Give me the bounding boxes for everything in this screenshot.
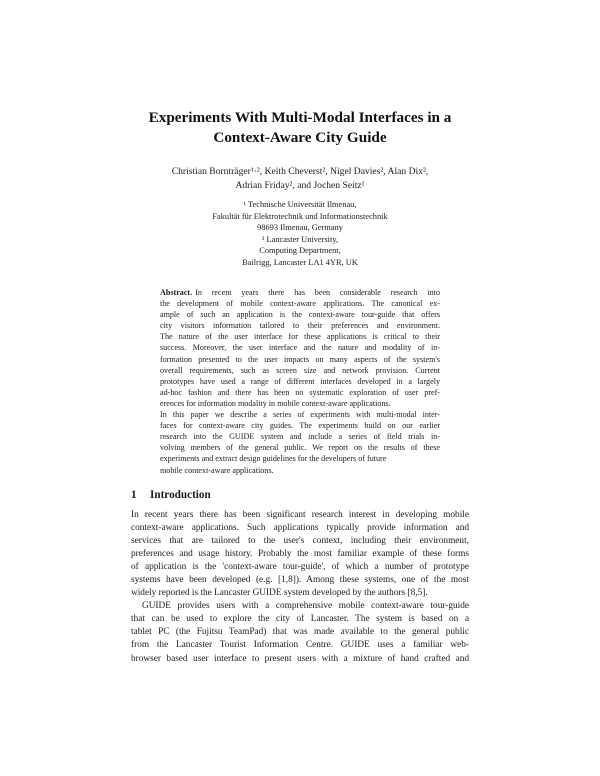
body-line: GUIDE provides users with a comprehensive mobile context-aware tour-guide: [142, 601, 469, 612]
abstract-line: In this paper we describe a series of experiments with multi-modal inter-: [160, 410, 440, 420]
abstract-line: prototypes have used a range of different interfaces developed in a largely: [160, 376, 440, 386]
body-line: services that are tailored to the user's context, including their environment,: [131, 536, 469, 547]
abstract-line: faces for context-aware city guides. The experiments build on our earlier: [160, 421, 440, 431]
abstract-line: volving members of the general public. We report on the results of these: [160, 443, 440, 453]
title-line-1: Experiments With Multi-Modal Interfaces in a: [148, 109, 452, 126]
affiliation-line: ² Lancaster University,: [261, 234, 339, 244]
affiliation-line: ¹ Technische Universität Ilmenau,: [243, 200, 357, 209]
abstract-line: formation presented to the user impacts on many aspects of the system's: [160, 354, 440, 364]
abstract-line: [160, 287, 440, 298]
body-line: preferences and usage history. Probably the most familiar example of these forms: [131, 549, 469, 560]
abstract: [160, 287, 440, 476]
body-line: In recent years there has been significant research interest in developing mobile: [131, 510, 469, 520]
author-list: [120, 165, 480, 192]
body-paragraphs: [131, 509, 469, 666]
affiliations: [150, 199, 450, 269]
affiliation-line: Fakultät für Elektrotechnik und Informationstechnik: [212, 211, 388, 221]
abstract-line: success. Moreover, the user interface and the nature and modality of in-: [160, 343, 440, 353]
affiliation-line: Computing Department,: [259, 246, 341, 256]
abstract-line-text: In recent years there has been considerable research into: [195, 288, 440, 297]
body-line: widely reported is the Lancaster GUIDE system developed by the authors [8,5].: [131, 588, 428, 599]
body-line: context-aware applications. Such applications typically provide information and: [131, 523, 469, 534]
body-line: of application is the 'context-aware tour-guide', of which a number of prototype: [131, 562, 469, 573]
author-line-2: Adrian Friday², and Jochen Seitz¹: [235, 179, 365, 191]
abstract-line: city visitors information tailored to their preferences and environment.: [160, 321, 440, 331]
abstract-line: the development of mobile context-aware applications. The canonical ex-: [160, 299, 440, 309]
section-heading: [131, 489, 211, 501]
body-line: from the Lancaster Tourist Information Centre. GUIDE uses a familiar web-: [131, 640, 469, 651]
author-line-1: Christian Bornträger¹·², Keith Cheverst², Nigel Davies², Alan Dix²,: [171, 166, 429, 177]
affiliation-line: Bailrigg, Lancaster LA1 4YR, UK: [242, 257, 358, 267]
body-line: that can be used to explore the city of Lancaster. The system is based on a: [131, 614, 469, 625]
affiliation-line: 98693 Ilmenau, Germany: [257, 223, 343, 233]
abstract-line: erences for information modality in mobile context-aware applications.: [160, 398, 391, 408]
abstract-line: ample of such an application is the context-aware tour-guide that offers: [160, 310, 440, 320]
abstract-line: experiments and extract design guidelines for the developers of future: [160, 454, 387, 464]
title-line-2: Context-Aware City Guide: [213, 129, 387, 146]
section-title: Introduction: [150, 489, 211, 501]
section-number: 1: [131, 489, 137, 501]
body-line: systems have been developed (e.g. [1,8]). Among these systems, one of the most: [131, 575, 469, 586]
abstract-line: mobile context-aware applications.: [160, 465, 274, 475]
body-line: browser based user interface to present users with a mixture of hand crafted and: [131, 653, 469, 664]
abstract-keyword: Abstract.: [160, 288, 193, 297]
body-line: tablet PC (the Fujitsu TeamPad) that was made available to the general public: [131, 627, 469, 638]
abstract-line: overall requirements, such as screen size and network provision. Current: [160, 365, 440, 375]
abstract-line: The nature of the user interface for these applications is critical to their: [160, 332, 440, 342]
paper-title: [100, 108, 500, 148]
abstract-line: research into the GUIDE system and include a series of field trials in-: [160, 432, 440, 442]
abstract-line: ad-hoc fashion and there has been no systematic exploration of user pref-: [160, 387, 440, 397]
